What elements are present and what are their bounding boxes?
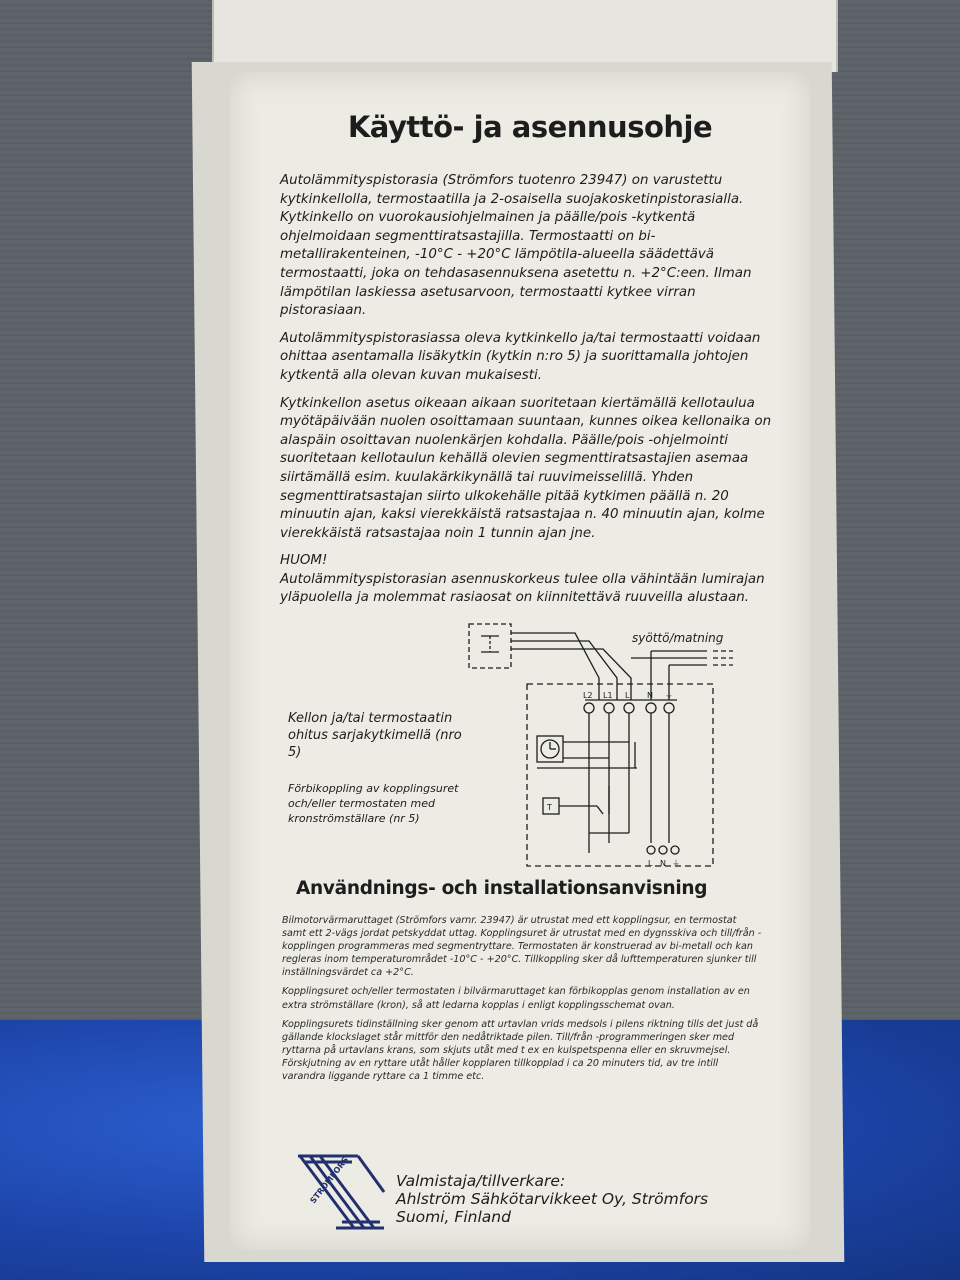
socket-box [527, 684, 713, 866]
swedish-paragraph-1: Bilmotorvärmaruttaget (Strömfors varnr. 23947) är utrustat med ett kopplingsur, en termostat samt ett 2-vägs jordat petskyddat uttag. Kopplingsuret är utrustat med en dygnsskiva och till/från -kopplingen programmeras med segmentryttare. Termostaten är konstruerad av bi-metall och kan regleras inom temperaturområdet -10°C - +20°C. Tillkoppling sker då lufttemperaturen sjunker till inställningsvärdet ca +2°C. [282, 915, 762, 979]
terminal-l2 [584, 703, 594, 713]
output-terminal-earth [671, 846, 679, 854]
terminal-earth [664, 703, 674, 713]
output-terminal-l [647, 846, 655, 854]
thermostat-label: T [547, 803, 552, 812]
swedish-paragraph-2: Kopplingsuret och/eller termostaten i bilvärmaruttaget kan förbikopplas genom installation av en extra strömställare (kron), så att ledarna kopplas i enligt kopplingsschemat ovan. [282, 986, 750, 1011]
swedish-paragraph-3: Kopplingsurets tidinställning sker genom att urtavlan vrids medsols i pilens riktning tills det just då gällande klockslaget står mittför den nedåtriktade pilen. Till/från -programmeringen sker med ryttarna på urtavlans krans, som skjuts utåt med t ex en kulspetspenna eller en skruvmejsel. Förskjutning av en ryttare utåt håller kopplaren tillkopplad i ca 20 minuters tid, av tre intill varandra liggande ryttare ca 1 timme etc. [282, 1018, 759, 1083]
swedish-body [282, 914, 762, 1089]
logo-text: STRÖMFORS [308, 1155, 351, 1206]
terminal-label: L2 [583, 691, 593, 700]
terminal-label: ⏚ [665, 691, 673, 700]
finnish-body [280, 172, 780, 617]
finnish-paragraph-4: Autolämmityspistorasian asennuskorkeus tulee olla vähintään lumirajan yläpuolella ja molemmat rasiaosat on kiinnitettävä ruuveilla alustaan. [280, 571, 765, 606]
feed-label: syöttö/matning [632, 631, 724, 645]
manufacturer-heading: Valmistaja/tillverkare: [396, 1172, 566, 1190]
finnish-paragraph-3: Kytkinkellon asetus oikeaan aikaan suoritetaan kiertämällä kellotaulua myötäpäivään nuolen osoittamaan suuntaan, kunnes oikea kellonaika on alaspäin osoittavan nuolenkärjen kohdalla. Päälle/pois -ohjelmointi suoritetaan kellotaulun kehällä olevien segmenttiratsastajien asemaa siirtämällä esim. kuulakärkikynällä tai ruuvimeisselillä. Yhden segmenttiratsastajan siirto ulkokehälle pitää kytkimen päällä n. 20 minuutin ajan, kaksi vierekkäistä ratsastajaa n. 40 minuutin ajan, kolme vierekkäistä ratsastajaa noin 1 tunnin ajan jne. [280, 395, 772, 541]
output-label: ⏚ [672, 859, 680, 868]
terminal-l1 [604, 703, 614, 713]
output-terminal-n [659, 846, 667, 854]
wiring-diagram [467, 618, 757, 873]
finnish-note-heading: HUOM! [280, 553, 328, 569]
manufacturer-name: Ahlström Sähkötarvikkeet Oy, Strömfors [396, 1190, 709, 1208]
stromfors-logo [296, 1152, 386, 1232]
terminal-label: N [647, 691, 653, 700]
terminal-label: L1 [603, 691, 613, 700]
diagram-label-swedish: Förbikoppling av kopplingsuret och/eller termostaten med kronströmställare (nr 5) [288, 782, 459, 825]
output-label: L [648, 859, 653, 868]
finnish-paragraph-2: Autolämmityspistorasiassa oleva kytkinkello ja/tai termostaatti voidaan ohittaa asentamalla lisäkytkin (kytkin n:ro 5) ja suorittamalla johtojen kytkentä alla olevan kuvan mukaisesti. [280, 330, 761, 383]
manufacturer-country: Suomi, Finland [396, 1208, 511, 1226]
swedish-title: Användnings- och installationsanvisning [296, 878, 708, 899]
manufacturer-info [396, 1172, 776, 1226]
finnish-title: Käyttö- ja asennusohje [347, 110, 713, 144]
terminal-n [646, 703, 656, 713]
finnish-paragraph-1: Autolämmityspistorasia (Strömfors tuotenro 23947) on varustettu kytkinkellolla, termostaatilla ja 2-osaisella suojakosketinpistorasialla. Kytkinkello on vuorokausiohjelmainen ja päälle/pois -kytkentä ohjelmoidaan segmenttiratsastajilla. Termostaatti on bi-metallirakenteinen, -10°C - +20°C lämpötila-alueella säädettävä termostaatti, joka on tehdasasennuksena asetettu n. +2°C:een. Ilman lämpötilan laskiessa asetusarvoon, termostaatti kytkee virran pistorasiaan. [280, 173, 752, 319]
diagram-label-finnish: Kellon ja/tai termostaatin ohitus sarjakytkimellä (nro 5) [288, 711, 462, 760]
output-label: N [660, 859, 666, 868]
terminal-label: L [625, 691, 630, 700]
terminal-l [624, 703, 634, 713]
